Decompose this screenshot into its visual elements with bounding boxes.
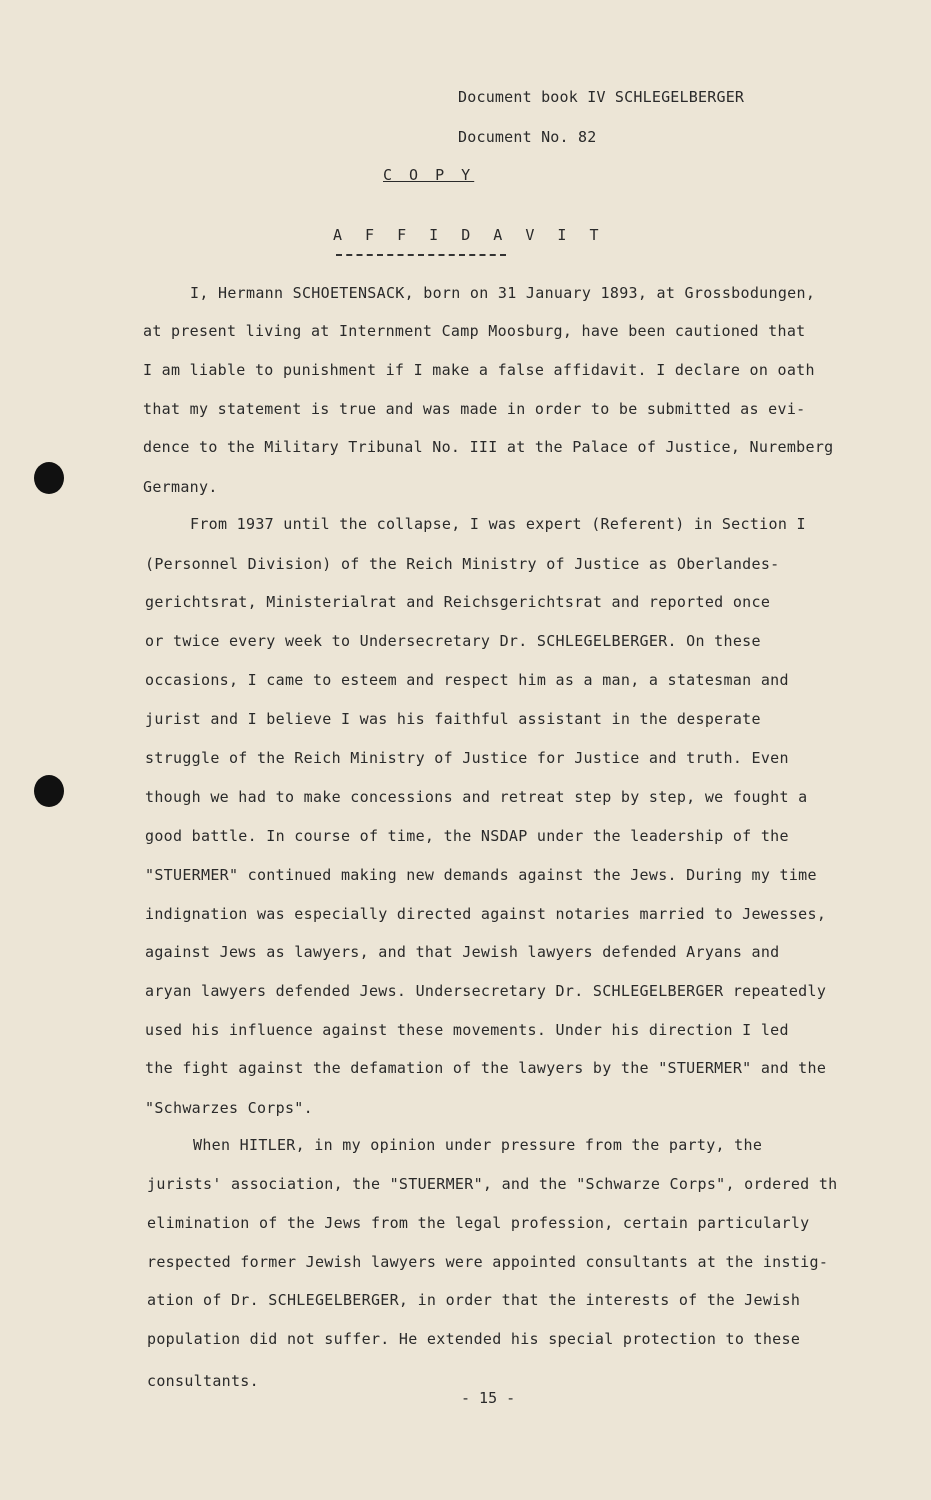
body-line: When HITLER, in my opinion under pressure from the party, the (193, 1136, 763, 1154)
body-line: consultants. (147, 1372, 259, 1390)
punch-hole-bottom (34, 775, 64, 807)
body-line: against Jews as lawyers, and that Jewish lawyers defended Aryans and (145, 943, 780, 961)
body-line: jurists' association, the "STUERMER", and the "Schwarze Corps", ordered th (147, 1175, 838, 1193)
body-line: used his influence against these movements. Under his direction I led (145, 1021, 789, 1039)
body-line: From 1937 until the collapse, I was expert (Referent) in Section I (190, 515, 806, 533)
body-line: population did not suffer. He extended his special protection to these (147, 1330, 801, 1348)
body-line: that my statement is true and was made in order to be submitted as evi- (143, 400, 806, 418)
document-book-header: Document book IV SCHLEGELBERGER (458, 88, 745, 106)
body-line: respected former Jewish lawyers were appointed consultants at the instig- (147, 1253, 829, 1271)
body-line: good battle. In course of time, the NSDAP under the leadership of the (145, 827, 789, 845)
body-line: (Personnel Division) of the Reich Ministry of Justice as Oberlandes- (145, 555, 780, 573)
copy-label: C O P Y (383, 166, 475, 184)
body-line: elimination of the Jews from the legal profession, certain particularly (147, 1214, 810, 1232)
body-line: or twice every week to Undersecretary Dr. SCHLEGELBERGER. On these (145, 632, 761, 650)
body-line: "STUERMER" continued making new demands against the Jews. During my time (145, 866, 817, 884)
affidavit-title: A F F I D A V I T (333, 226, 606, 244)
body-line: though we had to make concessions and retreat step by step, we fought a (145, 788, 808, 806)
body-line: the fight against the defamation of the lawyers by the "STUERMER" and the (145, 1059, 827, 1077)
document-number: Document No. 82 (458, 128, 597, 146)
body-line: occasions, I came to esteem and respect him as a man, a statesman and (145, 671, 789, 689)
body-line: at present living at Internment Camp Moosburg, have been cautioned that (143, 322, 806, 340)
body-line: I, Hermann SCHOETENSACK, born on 31 January 1893, at Grossbodungen, (190, 284, 816, 302)
body-line: jurist and I believe I was his faithful assistant in the desperate (145, 710, 761, 728)
body-line: I am liable to punishment if I make a false affidavit. I declare on oath (143, 361, 815, 379)
body-line: dence to the Military Tribunal No. III at the Palace of Justice, Nuremberg (143, 438, 834, 456)
body-line: aryan lawyers defended Jews. Undersecretary Dr. SCHLEGELBERGER repeatedly (145, 982, 827, 1000)
body-line: Germany. (143, 478, 218, 496)
page-number: - 15 - (461, 1389, 516, 1407)
body-line: struggle of the Reich Ministry of Justice for Justice and truth. Even (145, 749, 789, 767)
body-line: "Schwarzes Corps". (145, 1099, 313, 1117)
punch-hole-top (34, 462, 64, 494)
body-line: indignation was especially directed against notaries married to Jewesses, (145, 905, 827, 923)
body-line: ation of Dr. SCHLEGELBERGER, in order that the interests of the Jewish (147, 1291, 801, 1309)
body-line: gerichtsrat, Ministerialrat and Reichsgerichtsrat and reported once (145, 593, 771, 611)
title-underline (336, 254, 506, 256)
